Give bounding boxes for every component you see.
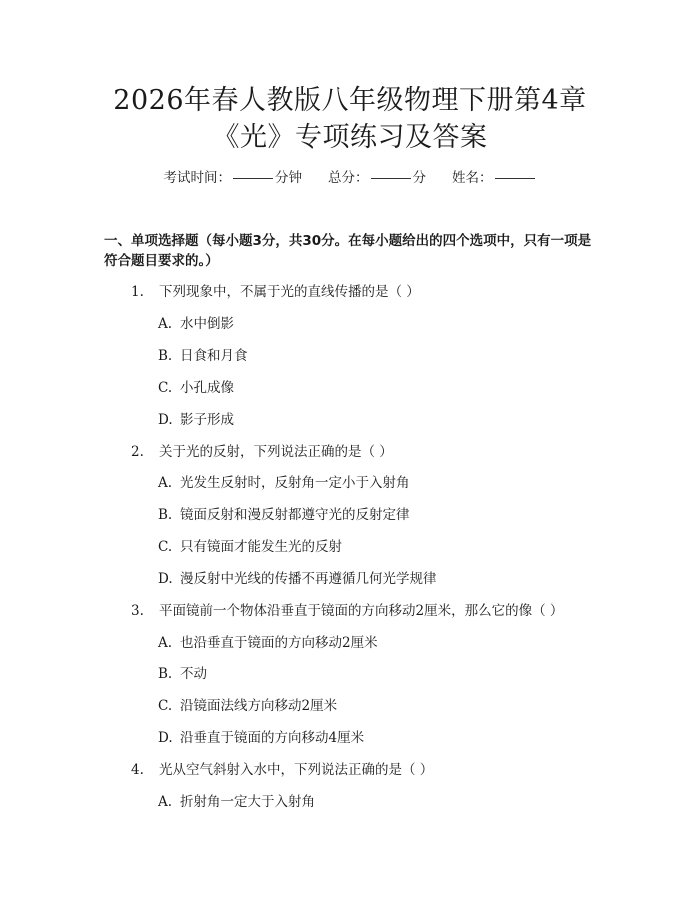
option-text: 水中倒影: [180, 316, 234, 332]
question-number: 4.: [131, 762, 144, 778]
q3-option-d: [158, 729, 364, 747]
option-letter: D.: [158, 571, 173, 587]
q2-option-d: [158, 570, 437, 588]
q3-option-b: [158, 665, 207, 683]
question-number: 2.: [131, 444, 144, 460]
option-letter: A.: [158, 635, 173, 651]
question-text: 光从空气斜射入水中，下列说法正确的是（ ）: [159, 762, 434, 778]
q2-option-c: [158, 538, 342, 556]
question-3: [131, 602, 563, 620]
option-text: 影子形成: [180, 412, 234, 428]
option-letter: B.: [158, 348, 173, 364]
name-label: 姓名：: [452, 170, 493, 186]
option-letter: A.: [158, 475, 173, 491]
q1-option-b: [158, 347, 248, 365]
question-2: [131, 443, 393, 461]
time-unit: 分钟: [275, 170, 302, 186]
exam-name: [452, 169, 537, 187]
option-letter: C.: [158, 539, 173, 555]
option-text: 日食和月食: [180, 348, 248, 364]
option-letter: C.: [158, 698, 173, 714]
q1-option-c: [158, 379, 234, 397]
option-letter: D.: [158, 730, 173, 746]
exam-score: [328, 169, 426, 187]
question-text: 平面镜前一个物体沿垂直于镜面的方向移动2厘米，那么它的像（ ）: [159, 603, 564, 619]
section-heading: 一、单项选择题（每小题3分，共30分。在每小题给出的四个选项中，只有一项是符合题目要求的。）: [104, 233, 592, 269]
q3-option-c: [158, 697, 337, 715]
option-text: 沿镜面法线方向移动2厘米: [180, 698, 338, 714]
exam-meta: [0, 169, 700, 187]
option-letter: A.: [158, 794, 173, 810]
question-4: [131, 761, 433, 779]
score-unit: 分: [412, 170, 426, 186]
option-letter: A.: [158, 316, 173, 332]
option-text: 折射角一定大于入射角: [180, 794, 315, 810]
question-number: 1.: [131, 284, 144, 300]
score-label: 总分：: [328, 170, 369, 186]
option-text: 不动: [180, 666, 207, 682]
question-number: 3.: [131, 603, 144, 619]
q1-option-d: [158, 411, 234, 429]
score-blank: [371, 178, 411, 179]
option-text: 镜面反射和漫反射都遵守光的反射定律: [180, 507, 410, 523]
option-text: 小孔成像: [180, 380, 234, 396]
question-text: 关于光的反射，下列说法正确的是（ ）: [159, 444, 393, 460]
q2-option-a: [158, 474, 410, 492]
option-text: 漫反射中光线的传播不再遵循几何光学规律: [180, 571, 437, 587]
q1-option-a: [158, 315, 234, 333]
option-text: 也沿垂直于镜面的方向移动2厘米: [180, 635, 378, 651]
doc-title-line-2: 《光》专项练习及答案: [212, 122, 488, 153]
option-letter: D.: [158, 412, 173, 428]
question-1: [131, 283, 420, 301]
option-letter: B.: [158, 666, 173, 682]
q2-option-b: [158, 506, 410, 524]
q3-option-a: [158, 634, 378, 652]
option-text: 沿垂直于镜面的方向移动4厘米: [180, 730, 365, 746]
question-text: 下列现象中，不属于光的直线传播的是（ ）: [159, 284, 420, 300]
q4-option-a: [158, 793, 315, 811]
option-letter: B.: [158, 507, 173, 523]
time-blank: [233, 178, 273, 179]
option-text: 只有镜面才能发生光的反射: [180, 539, 342, 555]
doc-title-line-1: 2026年春人教版八年级物理下册第4章: [113, 85, 587, 116]
option-letter: C.: [158, 380, 173, 396]
option-text: 光发生反射时，反射角一定小于入射角: [180, 475, 410, 491]
name-blank: [495, 178, 535, 179]
time-label: 考试时间：: [163, 170, 231, 186]
exam-time: [164, 169, 303, 187]
